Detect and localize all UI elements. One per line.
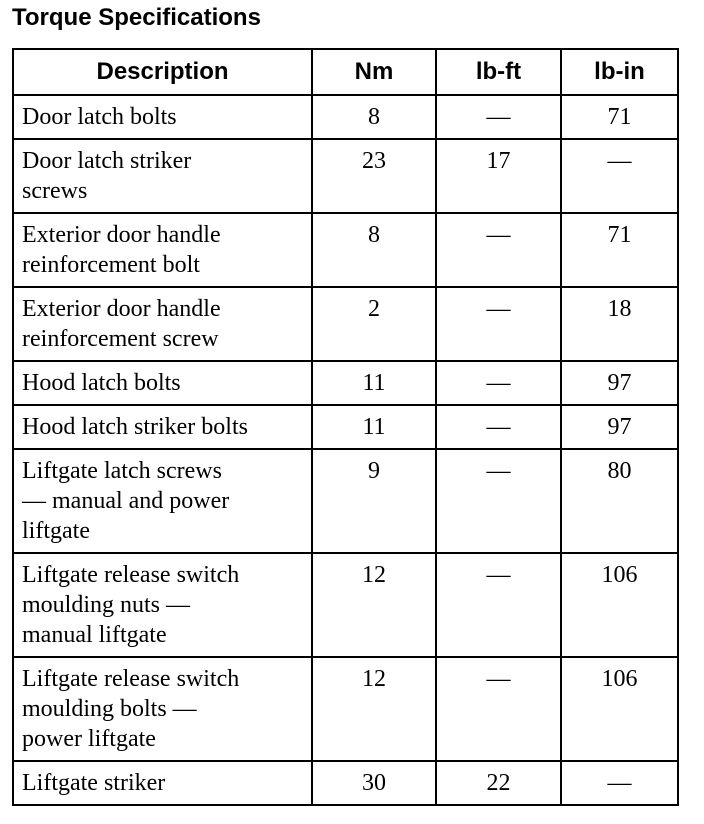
table-row xyxy=(13,361,678,405)
description-cell: Liftgate latch screws — manual and power liftgate xyxy=(13,449,312,553)
table-row xyxy=(13,449,678,553)
description-cell: Door latch striker screws xyxy=(13,139,312,213)
description-cell: Liftgate release switch moulding nuts — manual liftgate xyxy=(13,553,312,657)
column-header-description: Description xyxy=(13,49,312,95)
table-row xyxy=(13,287,678,361)
lb-ft-cell: — xyxy=(436,95,561,139)
table-row xyxy=(13,213,678,287)
torque-spec-table xyxy=(12,48,679,806)
nm-cell: 11 xyxy=(312,405,436,449)
nm-cell: 12 xyxy=(312,553,436,657)
table-row xyxy=(13,761,678,805)
description-cell: Hood latch bolts xyxy=(13,361,312,405)
lb-in-cell: 106 xyxy=(561,553,678,657)
nm-cell: 12 xyxy=(312,657,436,761)
nm-cell: 2 xyxy=(312,287,436,361)
lb-ft-cell: 17 xyxy=(436,139,561,213)
lb-ft-cell: — xyxy=(436,405,561,449)
lb-in-cell: 97 xyxy=(561,361,678,405)
description-cell: Exterior door handle reinforcement bolt xyxy=(13,213,312,287)
lb-in-cell: 71 xyxy=(561,95,678,139)
column-header-lb-in: lb-in xyxy=(561,49,678,95)
lb-in-cell: 80 xyxy=(561,449,678,553)
lb-in-cell: 97 xyxy=(561,405,678,449)
page-title: Torque Specifications xyxy=(12,4,261,31)
nm-cell: 11 xyxy=(312,361,436,405)
lb-ft-cell: 22 xyxy=(436,761,561,805)
table-row xyxy=(13,139,678,213)
column-header-lb-ft: lb-ft xyxy=(436,49,561,95)
table-row xyxy=(13,405,678,449)
lb-in-cell: — xyxy=(561,761,678,805)
lb-ft-cell: — xyxy=(436,361,561,405)
table-body xyxy=(13,95,678,805)
column-header-nm: Nm xyxy=(312,49,436,95)
description-cell: Liftgate striker xyxy=(13,761,312,805)
description-cell: Liftgate release switch moulding bolts — power liftgate xyxy=(13,657,312,761)
nm-cell: 23 xyxy=(312,139,436,213)
nm-cell: 8 xyxy=(312,95,436,139)
description-cell: Exterior door handle reinforcement screw xyxy=(13,287,312,361)
lb-ft-cell: — xyxy=(436,449,561,553)
description-cell: Door latch bolts xyxy=(13,95,312,139)
table-row xyxy=(13,553,678,657)
lb-ft-cell: — xyxy=(436,553,561,657)
lb-ft-cell: — xyxy=(436,213,561,287)
table-header-row xyxy=(13,49,678,95)
nm-cell: 9 xyxy=(312,449,436,553)
nm-cell: 30 xyxy=(312,761,436,805)
description-cell: Hood latch striker bolts xyxy=(13,405,312,449)
lb-in-cell: 106 xyxy=(561,657,678,761)
lb-in-cell: 71 xyxy=(561,213,678,287)
lb-ft-cell: — xyxy=(436,287,561,361)
lb-ft-cell: — xyxy=(436,657,561,761)
lb-in-cell: — xyxy=(561,139,678,213)
table-row xyxy=(13,657,678,761)
table-row xyxy=(13,95,678,139)
lb-in-cell: 18 xyxy=(561,287,678,361)
nm-cell: 8 xyxy=(312,213,436,287)
